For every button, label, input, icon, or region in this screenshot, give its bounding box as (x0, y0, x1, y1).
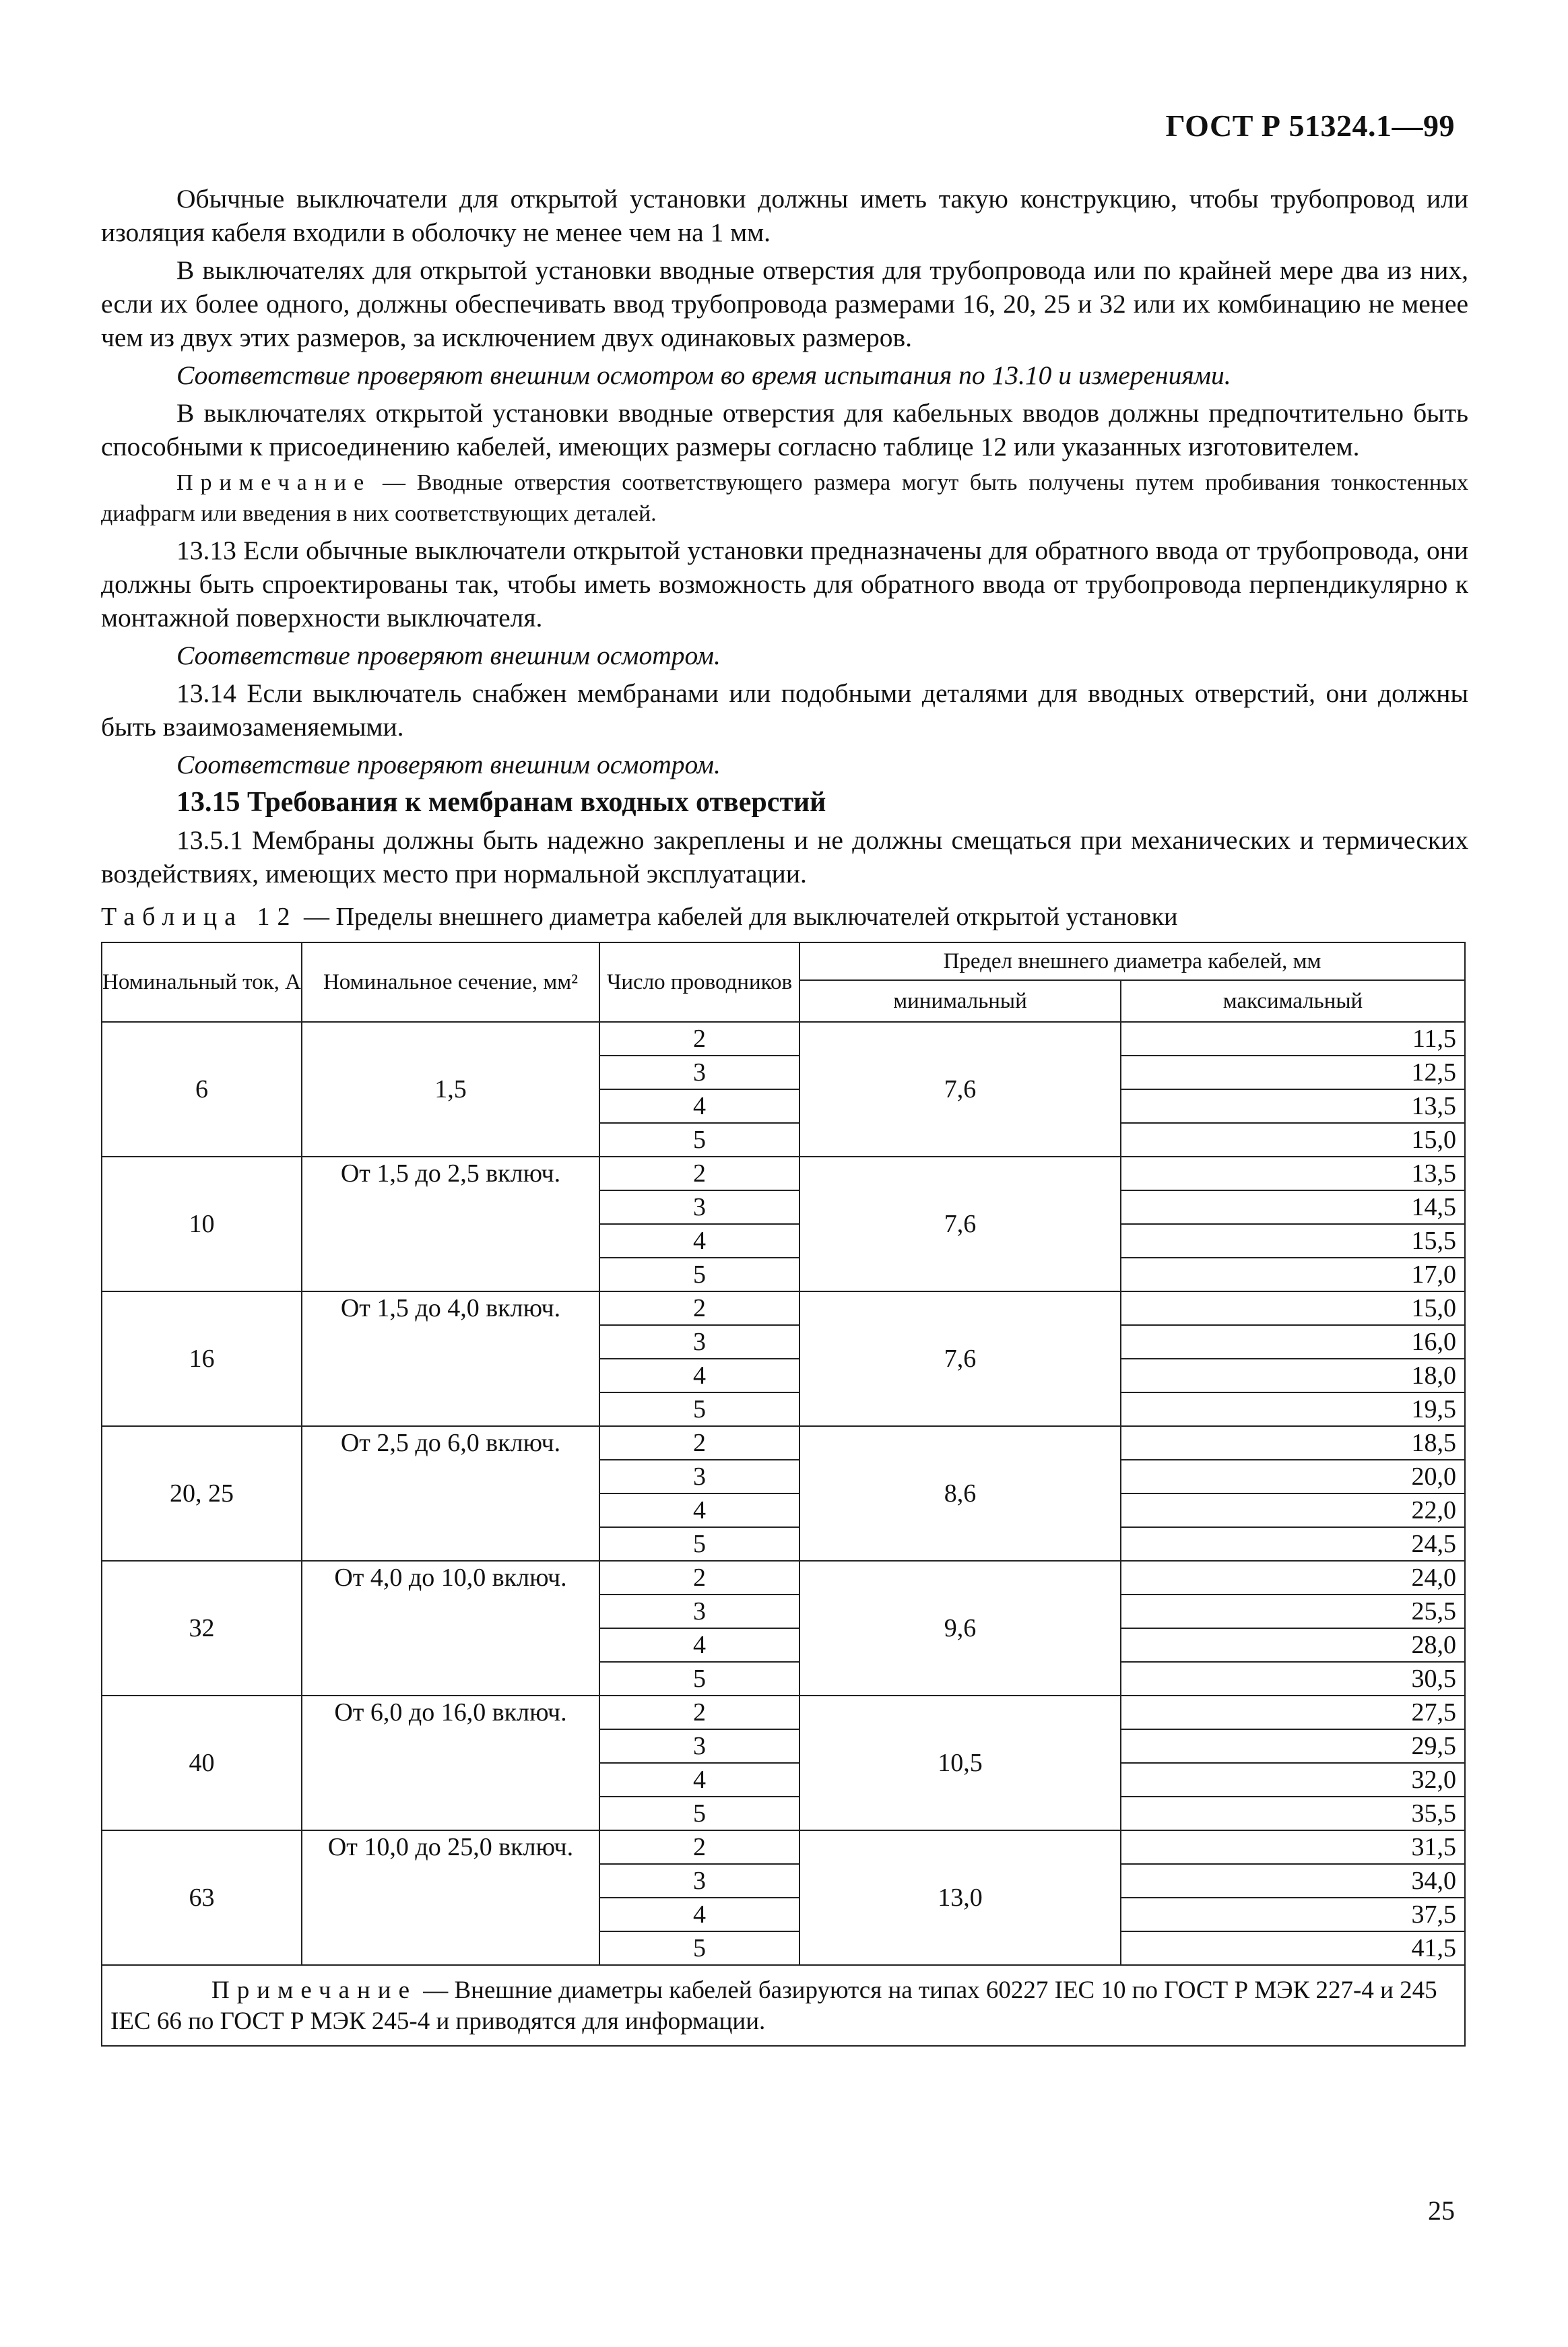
cell-conductors: 4 (599, 1763, 799, 1797)
cell-conductors: 3 (599, 1595, 799, 1628)
cell-max-diameter: 11,5 (1121, 1022, 1465, 1056)
cell-max-diameter: 13,5 (1121, 1157, 1465, 1190)
table-row (102, 1157, 1465, 1190)
cell-rated-current: 20, 25 (102, 1426, 302, 1561)
cell-conductors: 4 (599, 1628, 799, 1662)
paragraph: Соответствие проверяют внешним осмотром. (176, 750, 721, 779)
paragraph: 13.14 Если выключатель снабжен мембранами или подобными деталями для вводных отверстий, они должны быть взаимозаменяемыми. (101, 678, 1468, 742)
table-note-text: — Внешние диаметры кабелей базируются на типах 60227 IEC 10 по ГОСТ Р МЭК 227-4 и 245 IEC 66 по ГОСТ Р МЭК 245-4 и приводятся для информации. (110, 1976, 1437, 2035)
standard-code: ГОСТ Р 51324.1—99 (1165, 108, 1455, 143)
cell-conductors: 3 (599, 1325, 799, 1359)
cell-min-diameter: 13,0 (799, 1830, 1121, 1965)
paragraph: Обычные выключатели для открытой установки должны иметь такую конструкцию, чтобы трубопровод или изоляция кабеля входили в оболочку не менее чем на 1 мм. (101, 184, 1468, 247)
cell-conductors: 2 (599, 1426, 799, 1460)
cell-rated-current: 40 (102, 1696, 302, 1830)
table-note-label: Примечание (211, 1976, 417, 2004)
cell-max-diameter: 37,5 (1121, 1898, 1465, 1931)
cell-conductors: 5 (599, 1662, 799, 1696)
cell-max-diameter: 15,5 (1121, 1224, 1465, 1258)
cell-max-diameter: 16,0 (1121, 1325, 1465, 1359)
cell-max-diameter: 34,0 (1121, 1864, 1465, 1898)
cell-max-diameter: 22,0 (1121, 1493, 1465, 1527)
cell-max-diameter: 32,0 (1121, 1763, 1465, 1797)
cell-conductors: 4 (599, 1898, 799, 1931)
cell-conductors: 3 (599, 1460, 799, 1493)
paragraph: Соответствие проверяют внешним осмотром во время испытания по 13.10 и измерениями. (176, 360, 1231, 390)
cell-cross-section: 1,5 (302, 1022, 599, 1157)
note-label: Примечание (176, 470, 372, 495)
table-caption-text: — Пределы внешнего диаметра кабелей для выключателей открытой установки (297, 903, 1178, 931)
cell-conductors: 2 (599, 1561, 799, 1595)
cell-max-diameter: 15,0 (1121, 1291, 1465, 1325)
cell-conductors: 2 (599, 1157, 799, 1190)
cell-conductors: 4 (599, 1359, 799, 1392)
cell-max-diameter: 18,5 (1121, 1426, 1465, 1460)
cell-max-diameter: 30,5 (1121, 1662, 1465, 1696)
cell-min-diameter: 8,6 (799, 1426, 1121, 1561)
cell-max-diameter: 41,5 (1121, 1931, 1465, 1965)
table-caption (101, 900, 1468, 934)
cell-max-diameter: 27,5 (1121, 1696, 1465, 1729)
cell-conductors: 2 (599, 1022, 799, 1056)
cell-max-diameter: 14,5 (1121, 1190, 1465, 1224)
cell-cross-section: От 1,5 до 4,0 включ. (302, 1291, 599, 1426)
cell-cross-section: От 6,0 до 16,0 включ. (302, 1696, 599, 1830)
header-conductors: Число проводников (599, 942, 799, 1022)
header-rated-current: Номинальный ток, А (102, 942, 302, 1022)
cell-conductors: 2 (599, 1291, 799, 1325)
cell-min-diameter: 7,6 (799, 1022, 1121, 1157)
cell-max-diameter: 24,5 (1121, 1527, 1465, 1561)
cell-max-diameter: 20,0 (1121, 1460, 1465, 1493)
cell-cross-section: От 10,0 до 25,0 включ. (302, 1830, 599, 1965)
cell-rated-current: 32 (102, 1561, 302, 1696)
table-row (102, 1830, 1465, 1864)
cell-min-diameter: 7,6 (799, 1291, 1121, 1426)
cell-max-diameter: 28,0 (1121, 1628, 1465, 1662)
cell-rated-current: 16 (102, 1291, 302, 1426)
cable-diameter-table (101, 942, 1466, 2047)
cell-max-diameter: 13,5 (1121, 1089, 1465, 1123)
paragraph: В выключателях для открытой установки вводные отверстия для трубопровода или по крайней мере два из них, если их более одного, должны обеспечивать ввод трубопровода размерами 16, 20, 25 и 32 или их комбинацию не менее чем из двух этих размеров, за исключением двух одинаковых размеров. (101, 255, 1468, 352)
cell-conductors: 3 (599, 1056, 799, 1089)
cell-conductors: 2 (599, 1830, 799, 1864)
paragraph: 13.13 Если обычные выключатели открытой установки предназначены для обратного ввода от трубопровода, они должны быть спроектированы так, чтобы иметь возможность для обратного ввода от трубопровода перпендикулярно к монтажной поверхности выключателя. (101, 536, 1468, 633)
cell-conductors: 4 (599, 1224, 799, 1258)
table-row (102, 1291, 1465, 1325)
table-body (102, 1022, 1465, 1965)
cell-rated-current: 10 (102, 1157, 302, 1291)
cell-conductors: 3 (599, 1864, 799, 1898)
cell-max-diameter: 15,0 (1121, 1123, 1465, 1157)
cell-conductors: 2 (599, 1696, 799, 1729)
cell-max-diameter: 29,5 (1121, 1729, 1465, 1763)
cell-conductors: 5 (599, 1931, 799, 1965)
cell-max-diameter: 24,0 (1121, 1561, 1465, 1595)
cell-max-diameter: 25,5 (1121, 1595, 1465, 1628)
cell-conductors: 3 (599, 1190, 799, 1224)
cell-cross-section: От 1,5 до 2,5 включ. (302, 1157, 599, 1291)
table-row (102, 1426, 1465, 1460)
paragraph: Соответствие проверяют внешним осмотром. (176, 641, 721, 670)
cell-conductors: 5 (599, 1123, 799, 1157)
note-text: — Вводные отверстия соответствующего размера могут быть получены путем пробивания тонкостенных диафрагм или введения в них соответствующих деталей. (101, 470, 1468, 526)
cell-min-diameter: 7,6 (799, 1157, 1121, 1291)
cell-max-diameter: 12,5 (1121, 1056, 1465, 1089)
table-row (102, 1022, 1465, 1056)
cell-cross-section: От 2,5 до 6,0 включ. (302, 1426, 599, 1561)
paragraph: 13.5.1 Мембраны должны быть надежно закреплены и не должны смещаться при механических и термических воздействиях, имеющих место при нормальной эксплуатации. (101, 825, 1468, 889)
table-caption-label: Таблица 12 (101, 903, 298, 931)
header-max: максимальный (1121, 980, 1465, 1022)
cell-conductors: 4 (599, 1089, 799, 1123)
note-paragraph (101, 468, 1468, 529)
cell-max-diameter: 18,0 (1121, 1359, 1465, 1392)
body-text (101, 182, 1468, 891)
section-heading: 13.15 Требования к мембранам входных отверстий (176, 787, 826, 818)
cell-cross-section: От 4,0 до 10,0 включ. (302, 1561, 599, 1696)
cell-conductors: 5 (599, 1527, 799, 1561)
cell-conductors: 4 (599, 1493, 799, 1527)
cell-max-diameter: 19,5 (1121, 1392, 1465, 1426)
table-row (102, 1561, 1465, 1595)
cell-rated-current: 6 (102, 1022, 302, 1157)
table-row (102, 1696, 1465, 1729)
cell-max-diameter: 17,0 (1121, 1258, 1465, 1291)
cell-rated-current: 63 (102, 1830, 302, 1965)
header-min: минимальный (799, 980, 1121, 1022)
page-number: 25 (1428, 2195, 1455, 2226)
cell-min-diameter: 9,6 (799, 1561, 1121, 1696)
page-content (101, 182, 1468, 2047)
cell-conductors: 3 (599, 1729, 799, 1763)
table-note (102, 1965, 1465, 2046)
cell-conductors: 5 (599, 1797, 799, 1830)
cell-max-diameter: 35,5 (1121, 1797, 1465, 1830)
header-diameter-limit: Предел внешнего диаметра кабелей, мм (799, 942, 1465, 980)
cell-conductors: 5 (599, 1392, 799, 1426)
cell-min-diameter: 10,5 (799, 1696, 1121, 1830)
cell-conductors: 5 (599, 1258, 799, 1291)
header-cross-section: Номинальное сечение, мм² (302, 942, 599, 1022)
paragraph: В выключателях открытой установки вводные отверстия для кабельных вводов должны предпочтительно быть способными к присоединению кабелей, имеющих размеры согласно таблице 12 или указанных изготовителем. (101, 398, 1468, 461)
cell-max-diameter: 31,5 (1121, 1830, 1465, 1864)
